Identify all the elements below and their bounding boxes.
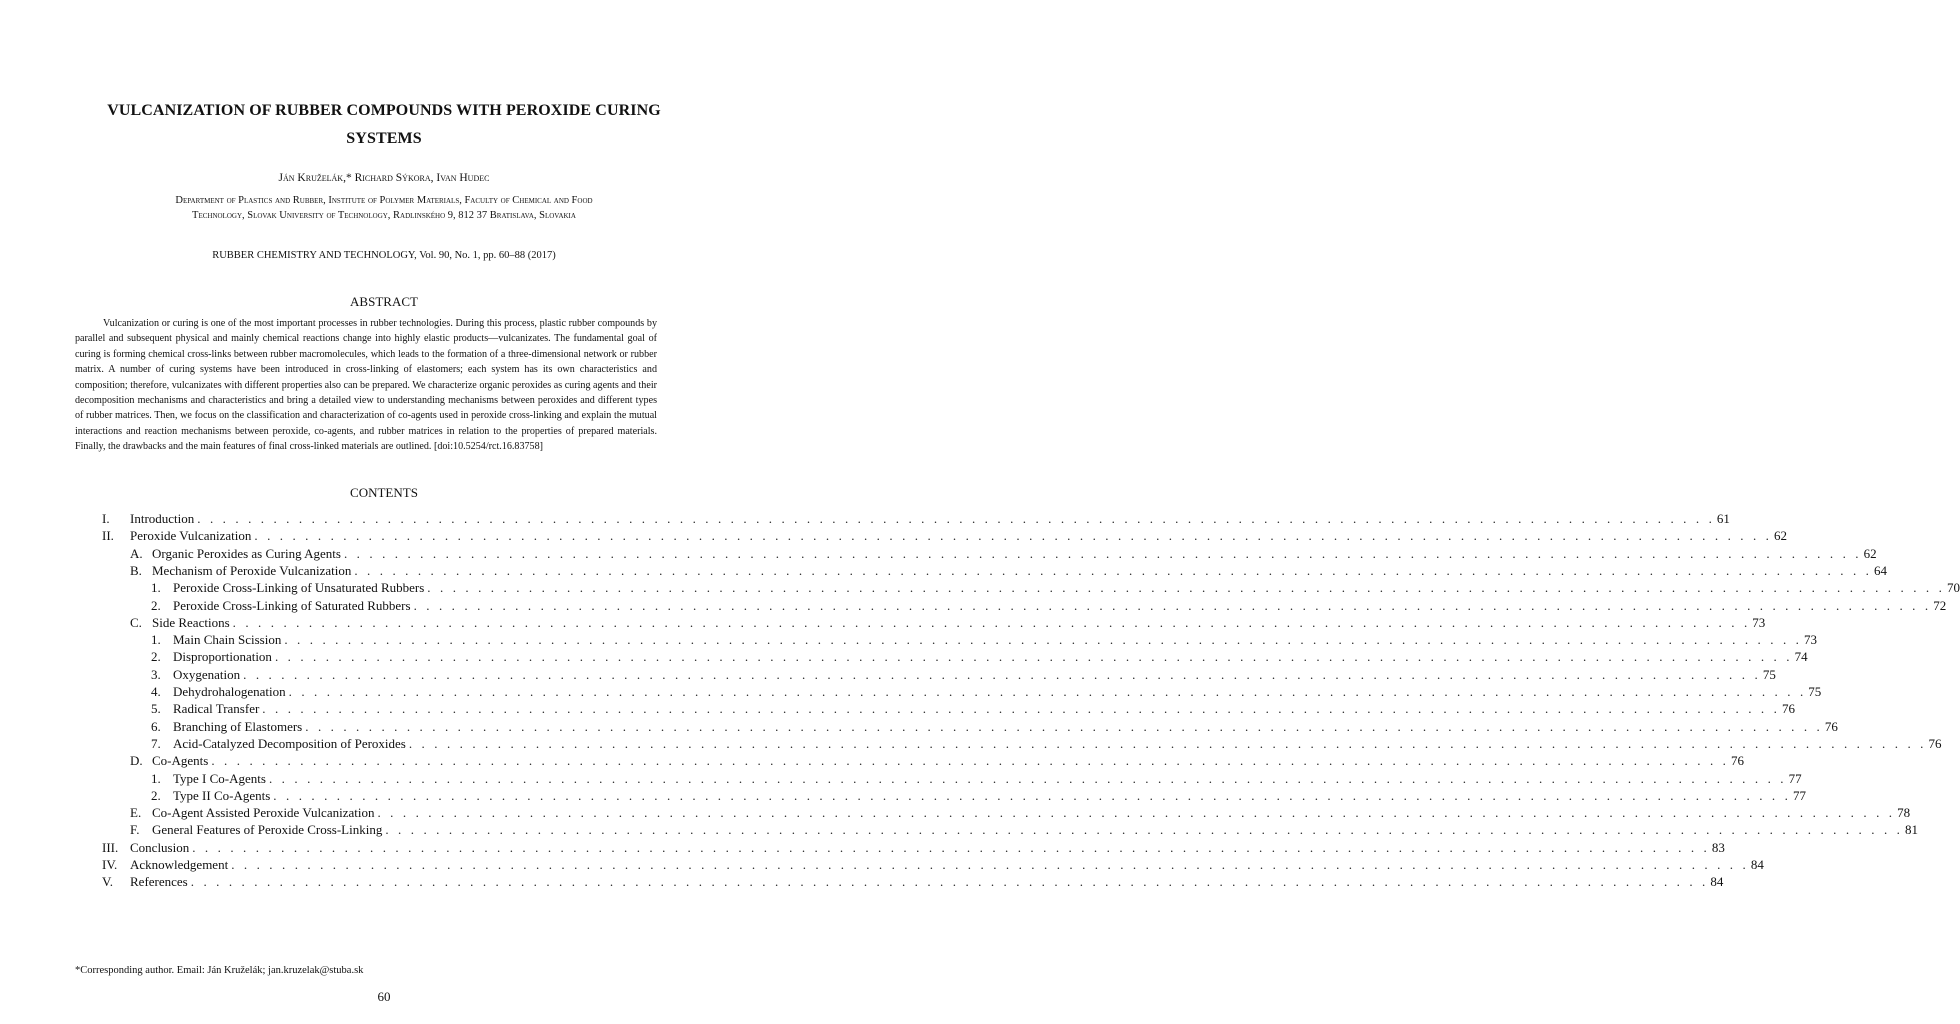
toc-entry-page: 62 (1863, 545, 1877, 561)
toc-entry-number: 7. (151, 735, 161, 751)
toc-entry-page: 76 (1781, 701, 1795, 717)
toc-entry-page: 76 (1824, 718, 1838, 734)
toc-entry-page: 73 (1752, 614, 1766, 630)
paper-title (60, 97, 708, 153)
toc-leader-dots: . . . . . . . . . . . . . . . . . . . . . . . . . . . . . . . . . . . . . . . . . . . . . . . . . . . . . . . . . . . . . . . . . . . . . . . . . . . . . . . . . . . . . . . . . . . . . . . . . . . . . . . . . . . . . . . . . . . . . . . . (254, 528, 1773, 544)
toc-entry-number: II. (102, 528, 114, 544)
toc-entry (151, 683, 1822, 700)
toc-entry-title: Dehydrohalogenation (173, 684, 286, 699)
toc-leader-dots: . . . . . . . . . . . . . . . . . . . . . . . . . . . . . . . . . . . . . . . . . . . . . . . . . . . . . . . . . . . . . . . . . . . . . . . . . . . . . . . . . . . . . . . . . . . . . . . . . . . . . . . . . . . . . . . . . . . . . . . . (343, 545, 1862, 561)
affiliation-line-1: Department of Plastics and Rubber, Institute of Polymer Materials, Faculty of Chemical and Food (175, 195, 593, 206)
toc-entry (151, 770, 1802, 787)
toc-entry-title: Organic Peroxides as Curing Agents (152, 545, 341, 561)
toc-entry-title: Peroxide Vulcanization (130, 528, 252, 544)
toc-leader-dots: . . . . . . . . . . . . . . . . . . . . . . . . . . . . . . . . . . . . . . . . . . . . . . . . . . . . . . . . . . . . . . . . . . . . . . . . . . . . . . . . . . . . . . . . . . . . . . . . . . . . . . . . . . . . . . . . . . . . . . . . (413, 597, 1932, 613)
toc-entry-number: 1. (151, 632, 161, 648)
toc-leader-dots: . . . . . . . . . . . . . . . . . . . . . . . . . . . . . . . . . . . . . . . . . . . . . . . . . . . . . . . . . . . . . . . . . . . . . . . . . . . . . . . . . . . . . . . . . . . . . . . . . . . . . . . . . . . . . . . . . . . . . . . . (427, 580, 1945, 596)
toc-entry-title: Mechanism of Peroxide Vulcanization (152, 562, 352, 578)
toc-entry-number: E. (130, 805, 142, 821)
toc-entry-page: 70 (1946, 580, 1960, 596)
abstract-heading: ABSTRACT (350, 294, 418, 309)
toc-entry (151, 718, 1838, 735)
toc-entry-title: Peroxide Cross-Linking of Saturated Rubbers (173, 597, 411, 613)
toc-entry-title: Conclusion (130, 839, 190, 855)
toc-entry (130, 545, 1877, 562)
toc-entry-page: 64 (1874, 562, 1887, 578)
toc-entry (102, 527, 1788, 544)
toc-entry (151, 648, 1808, 665)
toc-entry (151, 700, 1795, 717)
toc-entry (151, 597, 1947, 614)
journal-citation: RUBBER CHEMISTRY AND TECHNOLOGY, Vol. 90, No. 1, pp. 60–88 (2017) (212, 250, 556, 261)
toc-entry-page: 75 (1762, 666, 1776, 682)
toc-entry (151, 631, 1817, 648)
footnote: *Corresponding author. Email: Ján Kruželák; jan.kruzelak@stuba.sk (75, 965, 364, 976)
toc-entry (130, 752, 1744, 769)
toc-leader-dots: . . . . . . . . . . . . . . . . . . . . . . . . . . . . . . . . . . . . . . . . . . . . . . . . . . . . . . . . . . . . . . . . . . . . . . . . . . . . . . . . . . . . . . . . . . . . . . . . . . . . . . . . . . . . . . . . . . . . . . . . (262, 701, 1780, 717)
toc-entry-title: References (130, 874, 188, 890)
toc-entry-title: Acknowledgement (130, 857, 229, 872)
toc-entry-number: A. (130, 545, 143, 561)
toc-entry-title: Co-Agents (152, 753, 209, 769)
toc-leader-dots: . . . . . . . . . . . . . . . . . . . . . . . . . . . . . . . . . . . . . . . . . . . . . . . . . . . . . . . . . . . . . . . . . . . . . . . . . . . . . . . . . . . . . . . . . . . . . . . . . . . . . . . . . . . . . . . . . . . . . . . . (273, 787, 1791, 803)
toc-entry-page: 61 (1716, 511, 1730, 526)
toc-entry (102, 510, 1730, 527)
toc-entry-page: 77 (1792, 787, 1806, 803)
toc-entry-title: Oxygenation (173, 666, 241, 682)
toc-entry-title: Type I Co-Agents (173, 770, 266, 786)
toc-entry-title: Introduction (130, 511, 195, 526)
toc-entry (151, 787, 1806, 804)
toc-leader-dots: . . . . . . . . . . . . . . . . . . . . . . . . . . . . . . . . . . . . . . . . . . . . . . . . . . . . . . . . . . . . . . . . . . . . . . . . . . . . . . . . . . . . . . . . . . . . . . . . . . . . . . . . . . . . . . . . . . . . . . . . (231, 857, 1749, 872)
toc-entry-number: IV. (102, 857, 118, 872)
toc-leader-dots: . . . . . . . . . . . . . . . . . . . . . . . . . . . . . . . . . . . . . . . . . . . . . . . . . . . . . . . . . . . . . . . . . . . . . . . . . . . . . . . . . . . . . . . . . . . . . . . . . . . . . . . . . . . . . . . . . . . . . . . . (268, 770, 1787, 786)
title-line-2: SYSTEMS (346, 130, 422, 147)
toc-leader-dots: . . . . . . . . . . . . . . . . . . . . . . . . . . . . . . . . . . . . . . . . . . . . . . . . . . . . . . . . . . . . . . . . . . . . . . . . . . . . . . . . . . . . . . . . . . . . . . . . . . . . . . . . . . . . . . . . . . . . . . . . (288, 684, 1807, 699)
toc-leader-dots: . . . . . . . . . . . . . . . . . . . . . . . . . . . . . . . . . . . . . . . . . . . . . . . . . . . . . . . . . . . . . . . . . . . . . . . . . . . . . . . . . . . . . . . . . . . . . . . . . . . . . . . . . . . . . . . . . . . . . . . . (377, 805, 1896, 821)
toc-entry-number: 4. (151, 684, 161, 699)
toc-leader-dots: . . . . . . . . . . . . . . . . . . . . . . . . . . . . . . . . . . . . . . . . . . . . . . . . . . . . . . . . . . . . . . . . . . . . . . . . . . . . . . . . . . . . . . . . . . . . . . . . . . . . . . . . . . . . . . . . . . . . . . . . (354, 562, 1872, 578)
toc-leader-dots: . . . . . . . . . . . . . . . . . . . . . . . . . . . . . . . . . . . . . . . . . . . . . . . . . . . . . . . . . . . . . . . . . . . . . . . . . . . . . . . . . . . . . . . . . . . . . . . . . . . . . . . . . . . . . . . . . . . . . . . . (243, 666, 1761, 682)
toc-leader-dots: . . . . . . . . . . . . . . . . . . . . . . . . . . . . . . . . . . . . . . . . . . . . . . . . . . . . . . . . . . . . . . . . . . . . . . . . . . . . . . . . . . . . . . . . . . . . . . . . . . . . . . . . . . . . . . . . . . . . . . . . (211, 753, 1729, 769)
toc-entry-title: Radical Transfer (173, 701, 260, 717)
toc-leader-dots: . . . . . . . . . . . . . . . . . . . . . . . . . . . . . . . . . . . . . . . . . . . . . . . . . . . . . . . . . . . . . . . . . . . . . . . . . . . . . . . . . . . . . . . . . . . . . . . . . . . . . . . . . . . . . . . . . . . . . . . . (385, 822, 1903, 838)
toc-entry (130, 804, 1911, 821)
toc-entry-number: 6. (151, 718, 161, 734)
toc-entry-page: 78 (1897, 805, 1911, 821)
toc-entry-page: 73 (1804, 632, 1817, 648)
toc-entry-title: Branching of Elastomers (173, 718, 303, 734)
toc-entry-page: 72 (1933, 597, 1947, 613)
toc-entry-page: 84 (1750, 857, 1764, 872)
toc-leader-dots: . . . . . . . . . . . . . . . . . . . . . . . . . . . . . . . . . . . . . . . . . . . . . . . . . . . . . . . . . . . . . . . . . . . . . . . . . . . . . . . . . . . . . . . . . . . . . . . . . . . . . . . . . . . . . . . . . . . . . . . . (190, 874, 1709, 890)
toc-entry-number: B. (130, 562, 142, 578)
toc-entry (102, 839, 1725, 856)
toc-entry-number: 2. (151, 649, 161, 665)
toc-leader-dots: . . . . . . . . . . . . . . . . . . . . . . . . . . . . . . . . . . . . . . . . . . . . . . . . . . . . . . . . . . . . . . . . . . . . . . . . . . . . . . . . . . . . . . . . . . . . . . . . . . . . . . . . . . . . . . . . . . . . . . . . (192, 839, 1710, 855)
toc-entry-page: 75 (1808, 684, 1822, 699)
toc-leader-dots: . . . . . . . . . . . . . . . . . . . . . . . . . . . . . . . . . . . . . . . . . . . . . . . . . . . . . . . . . . . . . . . . . . . . . . . . . . . . . . . . . . . . . . . . . . . . . . . . . . . . . . . . . . . . . . . . . . . . . . . . (305, 718, 1823, 734)
toc-entry-title: Type II Co-Agents (173, 787, 271, 803)
toc-entry-number: III. (102, 839, 119, 855)
toc-entry-number: 2. (151, 597, 161, 613)
toc-entry-number: C. (130, 614, 142, 630)
toc-entry-page: 76 (1731, 753, 1744, 769)
toc-entry-page: 62 (1774, 528, 1788, 544)
toc-entry-page: 84 (1710, 874, 1724, 890)
toc-entry-number: 1. (151, 580, 161, 596)
toc-leader-dots: . . . . . . . . . . . . . . . . . . . . . . . . . . . . . . . . . . . . . . . . . . . . . . . . . . . . . . . . . . . . . . . . . . . . . . . . . . . . . . . . . . . . . . . . . . . . . . . . . . . . . . . . . . . . . . . . . . . . . . . . (274, 649, 1793, 665)
toc-entry-number: F. (130, 822, 140, 838)
toc-leader-dots: . . . . . . . . . . . . . . . . . . . . . . . . . . . . . . . . . . . . . . . . . . . . . . . . . . . . . . . . . . . . . . . . . . . . . . . . . . . . . . . . . . . . . . . . . . . . . . . . . . . . . . . . . . . . . . . . . . . . . . . . (408, 735, 1927, 751)
toc-entry-number: D. (130, 753, 143, 769)
toc-entry-number: 2. (151, 787, 161, 803)
toc-entry (102, 873, 1724, 890)
toc-entry-page: 81 (1905, 822, 1918, 838)
toc-entry-title: Main Chain Scission (173, 632, 282, 648)
toc-entry (102, 856, 1764, 873)
toc-entry-title: Disproportionation (173, 649, 272, 665)
toc-entry-title: Side Reactions (152, 614, 230, 630)
toc-entry-number: I. (102, 511, 110, 526)
title-line-1: VULCANIZATION OF RUBBER COMPOUNDS WITH PEROXIDE CURING (107, 102, 661, 119)
toc-entry-page: 77 (1788, 770, 1802, 786)
toc-entry-number: V. (102, 874, 113, 890)
toc-leader-dots: . . . . . . . . . . . . . . . . . . . . . . . . . . . . . . . . . . . . . . . . . . . . . . . . . . . . . . . . . . . . . . . . . . . . . . . . . . . . . . . . . . . . . . . . . . . . . . . . . . . . . . . . . . . . . . . . . . . . . . . . (232, 614, 1751, 630)
toc-entry (151, 666, 1776, 683)
toc-entry-page: 76 (1928, 735, 1942, 751)
toc-entry (151, 579, 1960, 596)
toc-entry-page: 74 (1794, 649, 1808, 665)
abstract-text: Vulcanization or curing is one of the most important processes in rubber technologies. During this process, plastic rubber compounds by parallel and subsequent physical and mainly chemical reactions change into highly elastic products—vulcanizates. The fundamental goal of curing is forming chemical cross-links between rubber macromolecules, which leads to the formation of a three-dimensional network or rubber matrix. A number of curing systems have been introduced in cross-linking of elastomers; each system has its own characteristics and composition; therefore, vulcanizates with different properties also can be prepared. We characterize organic peroxides as curing agents and their decomposition mechanisms and characteristics and bring a detailed view to understanding mechanisms between peroxides and different types of rubber matrices. Then, we focus on the classification and characterization of co-agents used in peroxide cross-linking and explain the mutual interactions and reaction mechanisms between peroxide, co-agents, and rubber matrices in relation to the properties of prepared materials. Finally, the drawbacks and the main features of final cross-linked materials are outlined. [doi:10.5254/rct.16.83758] (75, 318, 657, 453)
toc-entry-number: 1. (151, 770, 161, 786)
affiliation (60, 193, 708, 223)
toc-leader-dots: . . . . . . . . . . . . . . . . . . . . . . . . . . . . . . . . . . . . . . . . . . . . . . . . . . . . . . . . . . . . . . . . . . . . . . . . . . . . . . . . . . . . . . . . . . . . . . . . . . . . . . . . . . . . . . . . . . . . . . . . (284, 632, 1802, 648)
author-list: Ján Kruželák,* Richard Sýkora, Ivan Hudec (278, 172, 490, 184)
toc-entry-title: Peroxide Cross-Linking of Unsaturated Rubbers (173, 580, 425, 596)
toc-entry-title: General Features of Peroxide Cross-Linking (152, 822, 383, 838)
page-number: 60 (377, 989, 391, 1004)
contents-heading: CONTENTS (350, 485, 418, 500)
affiliation-line-2: Technology, Slovak University of Technology, Radlinského 9, 812 37 Bratislava, Slovakia (192, 210, 576, 221)
toc-entry (151, 735, 1942, 752)
toc-entry-number: 5. (151, 701, 161, 717)
toc-entry-page: 83 (1711, 839, 1725, 855)
toc-entry-title: Acid-Catalyzed Decomposition of Peroxides (173, 735, 406, 751)
toc-entry-number: 3. (151, 666, 161, 682)
toc-entry (130, 614, 1766, 631)
toc-entry (130, 562, 1887, 579)
toc-entry (130, 821, 1918, 838)
toc-entry-title: Co-Agent Assisted Peroxide Vulcanization (152, 805, 375, 821)
toc-leader-dots: . . . . . . . . . . . . . . . . . . . . . . . . . . . . . . . . . . . . . . . . . . . . . . . . . . . . . . . . . . . . . . . . . . . . . . . . . . . . . . . . . . . . . . . . . . . . . . . . . . . . . . . . . . . . . . . . . . . . . . . . (197, 511, 1715, 526)
